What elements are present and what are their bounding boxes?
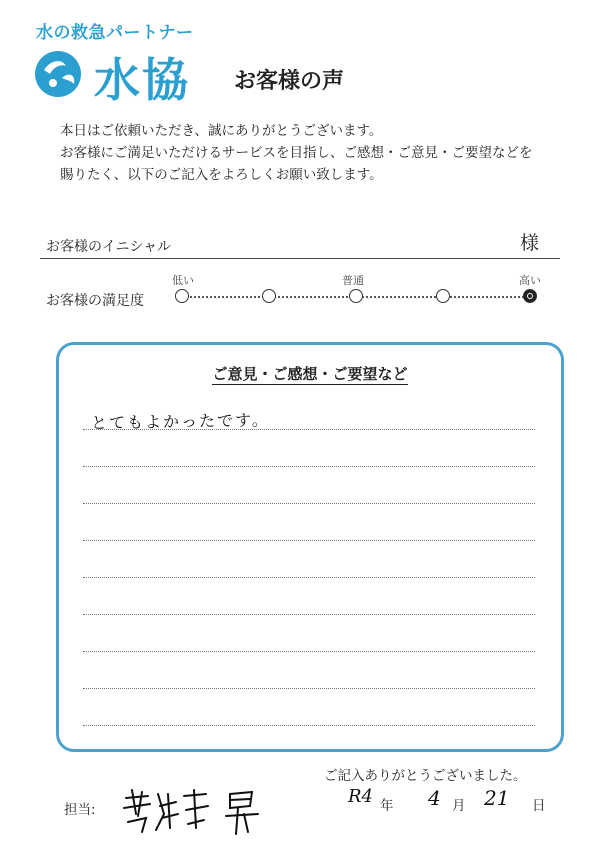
ruled-line — [83, 466, 535, 467]
scale-high-label: 高い — [519, 274, 541, 287]
scale-low-label: 低い — [172, 274, 194, 287]
ruled-line — [83, 651, 535, 652]
satisfaction-radio-5[interactable] — [523, 289, 537, 303]
scale-mid-label: 普通 — [342, 274, 364, 287]
ruled-line — [83, 429, 535, 430]
intro-line: 本日はご依頼いただき、誠にありがとうございます。 — [60, 123, 383, 139]
satisfaction-radio-1[interactable] — [175, 289, 189, 303]
satisfaction-label: お客様の満足度 — [46, 293, 144, 309]
ruled-line — [83, 688, 535, 689]
staff-label: 担当: — [64, 802, 96, 818]
feedback-title — [59, 363, 561, 384]
ruled-line — [83, 540, 535, 541]
brand-logo-text: 水協 — [94, 53, 190, 107]
date-month: 4 — [428, 786, 441, 810]
brand-tagline: 水の救急パートナー — [36, 23, 194, 43]
intro-line: 賜りたく、以下のご記入をよろしくお願い致します。 — [60, 167, 383, 183]
initials-label: お客様のイニシャル — [46, 239, 172, 255]
feedback-title-text: ご意見・ご感想・ご要望など — [212, 365, 408, 383]
ruled-line — [83, 503, 535, 504]
satisfaction-radio-2[interactable] — [262, 289, 276, 303]
intro-text — [60, 120, 533, 186]
intro-line: お客様にご満足いただけるサービスを目指し、ご感想・ご意見・ご要望などを — [60, 145, 533, 161]
initials-field-line[interactable] — [40, 258, 560, 259]
feedback-box — [56, 342, 564, 752]
date-month-unit: 月 — [452, 798, 466, 814]
ruled-line — [83, 725, 535, 726]
satisfaction-radio-3[interactable] — [349, 289, 363, 303]
date-day: 21 — [484, 786, 510, 810]
date-era: R4 — [348, 786, 374, 807]
page-title: お客様の声 — [234, 69, 345, 94]
date-day-unit: 日 — [532, 798, 546, 814]
handwritten-staff-signature — [118, 784, 278, 840]
date-year-unit: 年 — [380, 798, 394, 814]
satisfaction-radio-4[interactable] — [436, 289, 450, 303]
ruled-line — [83, 614, 535, 615]
water-drop-logo-icon — [32, 48, 90, 100]
thanks-text: ご記入ありがとうございました。 — [324, 768, 527, 784]
ruled-line — [83, 577, 535, 578]
initials-honorific: 様 — [520, 232, 540, 254]
feedback-comment[interactable]: とてもよかったです。 — [90, 410, 270, 433]
